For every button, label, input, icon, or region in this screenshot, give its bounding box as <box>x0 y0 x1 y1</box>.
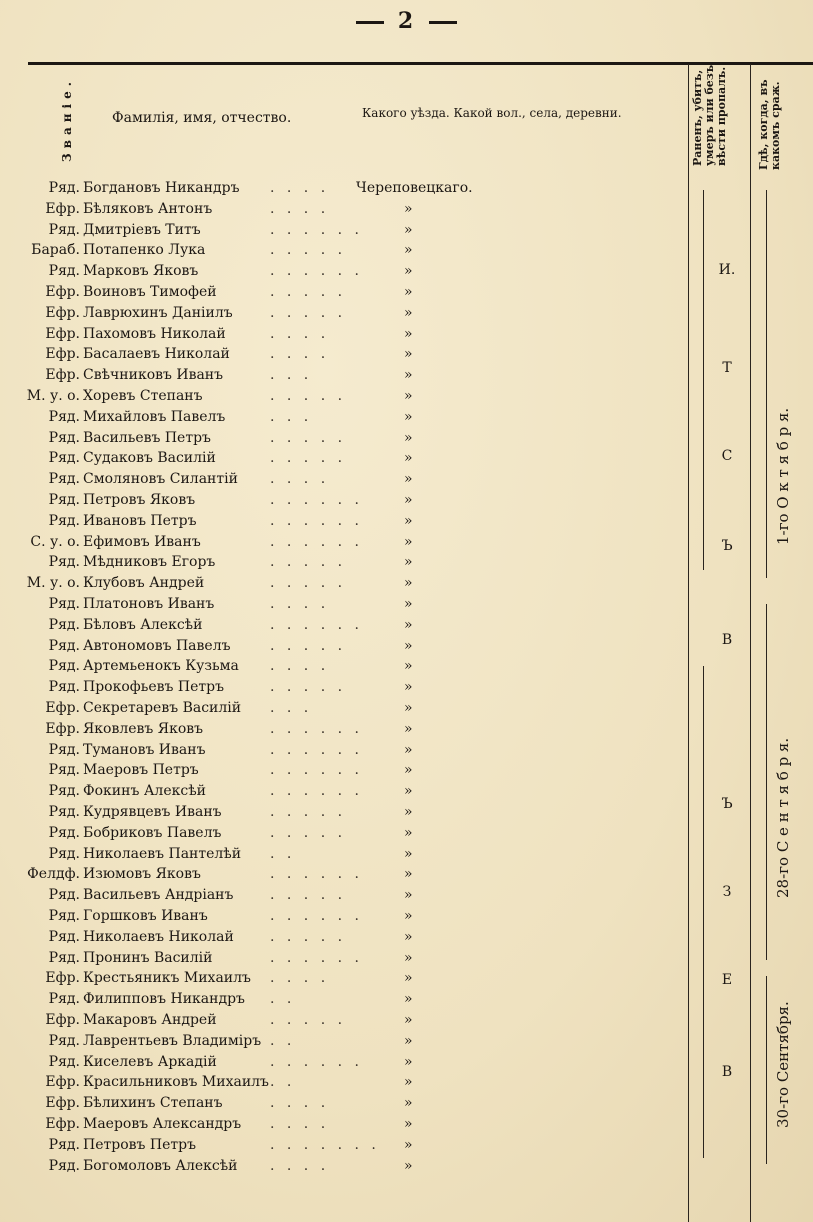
row-leader-dots: . . . . . <box>270 388 347 404</box>
row-name: Красильниковъ Михаилъ <box>83 1074 269 1091</box>
row-ditto-mark: » <box>404 845 413 862</box>
row-name: Смоляновъ Силантій <box>83 471 238 488</box>
row-rank: Фелдф. <box>27 866 80 883</box>
table-row <box>0 617 690 638</box>
date-sep28: 28-го С е н т я б р я. <box>774 737 792 898</box>
row-rank: Ряд. <box>48 616 80 633</box>
table-row <box>0 326 690 347</box>
row-ditto-mark: » <box>404 471 413 488</box>
status-brace-upper <box>703 190 704 570</box>
row-leader-dots: . . . . <box>270 471 330 488</box>
table-row <box>0 929 690 950</box>
row-rank: Ефр. <box>45 1012 80 1028</box>
where-brace-oct1 <box>766 190 767 578</box>
row-name: Фокинъ Алексѣй <box>83 783 206 800</box>
row-ditto-mark: » <box>404 325 413 342</box>
row-leader-dots: . . . <box>270 700 313 716</box>
row-name: Судаковъ Василій <box>83 450 216 467</box>
date-oct1: 1-го О к т я б р я. <box>774 407 792 545</box>
row-name: Васильевъ Петръ <box>83 429 211 446</box>
status-letter-6: Ъ <box>721 796 733 812</box>
row-ditto-mark: » <box>404 1157 413 1174</box>
table-row <box>0 596 690 617</box>
table-row <box>0 1137 690 1158</box>
row-name: Пронинъ Василій <box>83 949 213 966</box>
row-ditto-mark: » <box>404 908 413 924</box>
table-row <box>0 1116 690 1137</box>
row-ditto-mark: » <box>404 1095 413 1112</box>
header-where <box>758 79 782 170</box>
row-ditto-mark: » <box>404 346 413 363</box>
row-name: Автономовъ Павелъ <box>83 637 231 654</box>
table-row <box>0 471 690 492</box>
row-name: Михайловъ Павелъ <box>83 408 226 425</box>
row-name: Лаврюхинъ Даніилъ <box>83 304 233 321</box>
table-row <box>0 388 690 409</box>
header-where-line-1: Гдѣ, когда, въ <box>757 79 770 170</box>
table-row <box>0 180 690 201</box>
table-row <box>0 409 690 430</box>
table-row <box>0 242 690 263</box>
table-row <box>0 1012 690 1033</box>
table-row <box>0 513 690 534</box>
row-leader-dots: . . . . . <box>270 429 347 446</box>
row-rank: Ефр. <box>45 1116 80 1132</box>
row-name: Петровъ Яковъ <box>83 492 196 508</box>
where-brace-sep30 <box>766 976 767 1164</box>
header-rank-text: Званіе. <box>60 77 74 162</box>
row-rank: Бараб. <box>31 242 80 259</box>
page-number-dash-left <box>356 21 384 24</box>
row-leader-dots: . . . . . . <box>270 616 363 633</box>
row-name: Богомоловъ Алексѣй <box>83 1157 238 1174</box>
row-leader-dots: . . . <box>270 367 313 384</box>
row-name: Бѣляковъ Антонъ <box>83 200 213 217</box>
row-name: Яковлевъ Яковъ <box>83 720 204 737</box>
row-rank: Ефр. <box>45 304 80 321</box>
row-name: Свѣчниковъ Иванъ <box>83 367 224 384</box>
row-rank: Ряд. <box>48 658 80 675</box>
row-ditto-mark: » <box>404 866 413 883</box>
status-letter-9: В <box>721 1064 733 1080</box>
row-ditto-mark: » <box>404 616 413 633</box>
row-ditto-mark: » <box>404 658 413 675</box>
table-row <box>0 222 690 243</box>
row-ditto-mark: » <box>404 679 413 696</box>
table-row <box>0 284 690 305</box>
row-leader-dots: . . . . . <box>270 242 347 259</box>
row-name: Марковъ Яковъ <box>83 263 199 280</box>
row-ditto-mark: » <box>404 637 413 654</box>
row-ditto-mark: » <box>404 1053 413 1070</box>
row-name: Прокофьевъ Петръ <box>83 679 224 696</box>
row-name: Бѣловъ Алексѣй <box>83 616 203 633</box>
row-leader-dots: . . . . . <box>270 679 347 696</box>
header-where-line-2: какомъ сраж. <box>769 81 782 170</box>
row-ditto-mark: » <box>404 200 413 217</box>
row-ditto-mark: » <box>404 720 413 737</box>
row-name: Изюмовъ Яковъ <box>83 866 201 883</box>
row-leader-dots: . . . . . . <box>270 866 363 883</box>
row-leader-dots: . . . . . <box>270 554 347 571</box>
row-ditto-mark: » <box>404 492 413 508</box>
row-rank: Ефр. <box>45 325 80 342</box>
row-rank: Ефр. <box>45 720 80 737</box>
row-rank: Ряд. <box>48 554 80 571</box>
row-rank: Ряд. <box>48 180 80 196</box>
row-leader-dots: . . . . . . <box>270 762 363 779</box>
row-name: Маеровъ Петръ <box>83 762 199 779</box>
row-ditto-mark: » <box>404 824 413 841</box>
table-row <box>0 534 690 555</box>
row-ditto-mark: » <box>404 1032 413 1049</box>
table-row <box>0 804 690 825</box>
row-rank: Ряд. <box>48 1053 80 1070</box>
row-leader-dots: . . . . <box>270 1095 330 1112</box>
row-rank: Ряд. <box>48 887 80 904</box>
row-ditto-mark: » <box>404 596 413 612</box>
row-leader-dots: . . . . . . <box>270 512 363 529</box>
table-row <box>0 846 690 867</box>
row-rank: Ефр. <box>45 346 80 363</box>
page-number-dash-right <box>429 21 457 24</box>
header-status <box>692 65 728 166</box>
header-status-line-1: Раненъ, убитъ, <box>691 69 704 166</box>
header-status-line-2: умеръ или безъ <box>703 64 716 166</box>
column-divider-where <box>750 64 751 1222</box>
row-name: Кудрявцевъ Иванъ <box>83 804 222 820</box>
row-rank: Ряд. <box>48 263 80 280</box>
row-leader-dots: . . . . <box>270 970 330 987</box>
status-letter-5: В <box>721 632 733 648</box>
row-name: Воиновъ Тимофей <box>83 284 217 300</box>
table-row <box>0 762 690 783</box>
status-letter-3: С <box>721 448 733 464</box>
row-ditto-mark: » <box>404 263 413 280</box>
row-ditto-mark: » <box>404 928 413 945</box>
table-row <box>0 492 690 513</box>
row-leader-dots: . . . . . . . <box>270 1136 380 1153</box>
header-location: Какого уѣзда. Какой вол., села, деревни. <box>362 106 622 120</box>
row-ditto-mark: » <box>404 554 413 571</box>
row-leader-dots: . . . . . . <box>270 741 363 758</box>
row-name: Петровъ Петръ <box>83 1136 196 1153</box>
row-name: Мѣдниковъ Егоръ <box>83 554 216 571</box>
row-name: Филипповъ Никандръ <box>83 991 245 1008</box>
row-rank: Ряд. <box>48 471 80 488</box>
row-leader-dots: . . . . . <box>270 304 347 321</box>
row-name: Киселевъ Аркадій <box>83 1053 217 1070</box>
row-rank: Ряд. <box>48 450 80 467</box>
table-row <box>0 263 690 284</box>
row-ditto-mark: » <box>404 783 413 800</box>
table-row <box>0 554 690 575</box>
row-rank: Ряд. <box>48 824 80 841</box>
row-rank: Ефр. <box>45 367 80 384</box>
header-rank <box>54 70 80 170</box>
row-leader-dots: . . . <box>270 408 313 425</box>
status-letter-1: И. <box>718 262 736 278</box>
row-name: Бобриковъ Павелъ <box>83 824 222 841</box>
table-row <box>0 866 690 887</box>
table-row <box>0 1054 690 1075</box>
row-leader-dots: . . <box>270 991 296 1008</box>
row-rank: Ряд. <box>48 783 80 800</box>
row-ditto-mark: » <box>404 700 413 716</box>
table-row <box>0 825 690 846</box>
row-name: Николаевъ Николай <box>83 928 234 945</box>
row-ditto-mark: » <box>404 1136 413 1153</box>
row-leader-dots: . . . . . . <box>270 783 363 800</box>
row-rank: Ефр. <box>45 284 80 300</box>
row-ditto-mark: » <box>404 1116 413 1132</box>
table-row <box>0 430 690 451</box>
table-row <box>0 950 690 971</box>
row-rank: Ряд. <box>48 408 80 425</box>
table-row <box>0 721 690 742</box>
row-ditto-mark: » <box>404 408 413 425</box>
row-leader-dots: . . . . <box>270 1116 330 1132</box>
row-leader-dots: . . . . . . <box>270 221 363 238</box>
header-name: Фамилія, имя, отчество. <box>112 110 292 126</box>
table-row <box>0 742 690 763</box>
row-ditto-mark: » <box>404 1012 413 1028</box>
row-leader-dots: . . . . . <box>270 928 347 945</box>
row-name: Секретаревъ Василій <box>83 700 242 716</box>
row-leader-dots: . . . . <box>270 180 330 196</box>
row-rank: Ряд. <box>48 762 80 779</box>
row-name: Дмитріевъ Титъ <box>83 221 201 238</box>
row-name: Платоновъ Иванъ <box>83 596 215 612</box>
row-ditto-mark: » <box>404 388 413 404</box>
table-row <box>0 367 690 388</box>
row-rank: Ряд. <box>48 1032 80 1049</box>
status-letter-8: Е <box>721 972 733 988</box>
table-row <box>0 991 690 1012</box>
row-ditto-mark: » <box>404 1074 413 1091</box>
page-number <box>0 8 813 34</box>
row-rank: Ряд. <box>48 429 80 446</box>
row-name: Горшковъ Иванъ <box>83 908 208 924</box>
row-ditto-mark: » <box>404 429 413 446</box>
row-leader-dots: . . . . . . <box>270 1053 363 1070</box>
row-rank: Ряд. <box>48 492 80 508</box>
row-ditto-mark: » <box>404 741 413 758</box>
row-rank: Ряд. <box>48 991 80 1008</box>
row-leader-dots: . . . . . <box>270 804 347 820</box>
table-row <box>0 1074 690 1095</box>
row-rank: Ряд. <box>48 637 80 654</box>
row-leader-dots: . . <box>270 1074 296 1091</box>
row-ditto-mark: » <box>404 762 413 779</box>
row-leader-dots: . . . . . <box>270 1012 347 1028</box>
where-brace-sep28 <box>766 604 767 960</box>
row-ditto-mark: » <box>404 991 413 1008</box>
row-name: Макаровъ Андрей <box>83 1012 217 1028</box>
row-rank: Ряд. <box>48 221 80 238</box>
row-ditto-mark: » <box>404 221 413 238</box>
row-rank: Ряд. <box>48 949 80 966</box>
row-ditto-mark: » <box>404 512 413 529</box>
row-name: Артемьенокъ Кузьма <box>83 658 239 675</box>
row-ditto-mark: » <box>404 242 413 259</box>
table-row <box>0 575 690 596</box>
row-leader-dots: . . . . <box>270 325 330 342</box>
row-name: Маеровъ Александръ <box>83 1116 242 1132</box>
row-leader-dots: . . . . . . <box>270 492 363 508</box>
row-district: Череповецкаго. <box>356 180 473 196</box>
table-row <box>0 783 690 804</box>
row-leader-dots: . . . . . <box>270 637 347 654</box>
row-name: Ефимовъ Иванъ <box>83 533 201 550</box>
row-ditto-mark: » <box>404 450 413 467</box>
row-rank: Ряд. <box>48 679 80 696</box>
row-leader-dots: . . . . . . <box>270 263 363 280</box>
row-rank: Ефр. <box>45 1074 80 1091</box>
row-leader-dots: . . . . . <box>270 450 347 467</box>
row-leader-dots: . . . . <box>270 1157 330 1174</box>
row-rank: Ефр. <box>45 200 80 217</box>
row-leader-dots: . . . . <box>270 200 330 217</box>
row-rank: Ряд. <box>48 1157 80 1174</box>
header-status-line-3: вѣсти пропалъ. <box>715 66 728 166</box>
table-row <box>0 450 690 471</box>
row-ditto-mark: » <box>404 970 413 987</box>
table-row <box>0 305 690 326</box>
row-ditto-mark: » <box>404 804 413 820</box>
row-name: Ивановъ Петръ <box>83 512 197 529</box>
table-row <box>0 1158 690 1179</box>
table-row <box>0 346 690 367</box>
row-rank: Ряд. <box>48 1136 80 1153</box>
row-leader-dots: . . . . . <box>270 284 347 300</box>
table-row <box>0 970 690 991</box>
table-row <box>0 908 690 929</box>
page-number-text: 2 <box>397 8 416 34</box>
table-row <box>0 1033 690 1054</box>
table-row <box>0 201 690 222</box>
date-sep30: 30-го Сентября. <box>774 1001 792 1128</box>
row-rank: Ряд. <box>48 741 80 758</box>
row-leader-dots: . . <box>270 1032 296 1049</box>
row-ditto-mark: » <box>404 284 413 300</box>
row-leader-dots: . . <box>270 845 296 862</box>
table-row <box>0 679 690 700</box>
row-name: Васильевъ Андріанъ <box>83 887 234 904</box>
row-name: Бѣлихинъ Степанъ <box>83 1095 223 1112</box>
row-name: Пахомовъ Николай <box>83 325 226 342</box>
row-leader-dots: . . . . <box>270 346 330 363</box>
row-ditto-mark: » <box>404 575 413 592</box>
status-letter-4: Ъ <box>721 538 733 554</box>
row-name: Хоревъ Степанъ <box>83 388 203 404</box>
table-row <box>0 700 690 721</box>
row-rank: Ряд. <box>48 512 80 529</box>
row-rank: Ряд. <box>48 804 80 820</box>
row-leader-dots: . . . . . . <box>270 533 363 550</box>
row-rank: Ефр. <box>45 970 80 987</box>
row-rank: Ряд. <box>48 845 80 862</box>
row-rank: Ефр. <box>45 700 80 716</box>
table-row <box>0 638 690 659</box>
row-ditto-mark: » <box>404 887 413 904</box>
row-name: Тумановъ Иванъ <box>83 741 206 758</box>
row-name: Крестьяникъ Михаилъ <box>83 970 251 987</box>
row-rank: Ефр. <box>45 1095 80 1112</box>
table-row <box>0 1095 690 1116</box>
row-rank: С. у. о. <box>30 533 80 550</box>
row-rank: М. у. о. <box>26 388 80 404</box>
row-leader-dots: . . . . <box>270 596 330 612</box>
row-name: Николаевъ Пантелѣй <box>83 845 242 862</box>
row-name: Клубовъ Андрей <box>83 575 205 592</box>
table-row <box>0 658 690 679</box>
status-letter-2: Т <box>722 360 732 376</box>
row-name: Лаврентьевъ Владиміръ <box>83 1032 262 1049</box>
row-rank: Ряд. <box>48 928 80 945</box>
row-ditto-mark: » <box>404 304 413 321</box>
table-row <box>0 887 690 908</box>
row-leader-dots: . . . . . . <box>270 949 363 966</box>
row-rank: Ряд. <box>48 596 80 612</box>
row-ditto-mark: » <box>404 949 413 966</box>
row-leader-dots: . . . . . . <box>270 720 363 737</box>
row-rank: М. у. о. <box>26 575 80 592</box>
row-leader-dots: . . . . . <box>270 575 347 592</box>
row-leader-dots: . . . . . <box>270 824 347 841</box>
row-ditto-mark: » <box>404 533 413 550</box>
row-name: Потапенко Лука <box>83 242 206 259</box>
row-leader-dots: . . . . . <box>270 887 347 904</box>
row-leader-dots: . . . . <box>270 658 330 675</box>
row-leader-dots: . . . . . . <box>270 908 363 924</box>
status-brace-lower <box>703 666 704 1158</box>
status-letter-7: З <box>722 884 732 900</box>
row-name: Басалаевъ Николай <box>83 346 230 363</box>
row-name: Богдановъ Никандръ <box>83 180 240 196</box>
row-ditto-mark: » <box>404 367 413 384</box>
row-rank: Ряд. <box>48 908 80 924</box>
